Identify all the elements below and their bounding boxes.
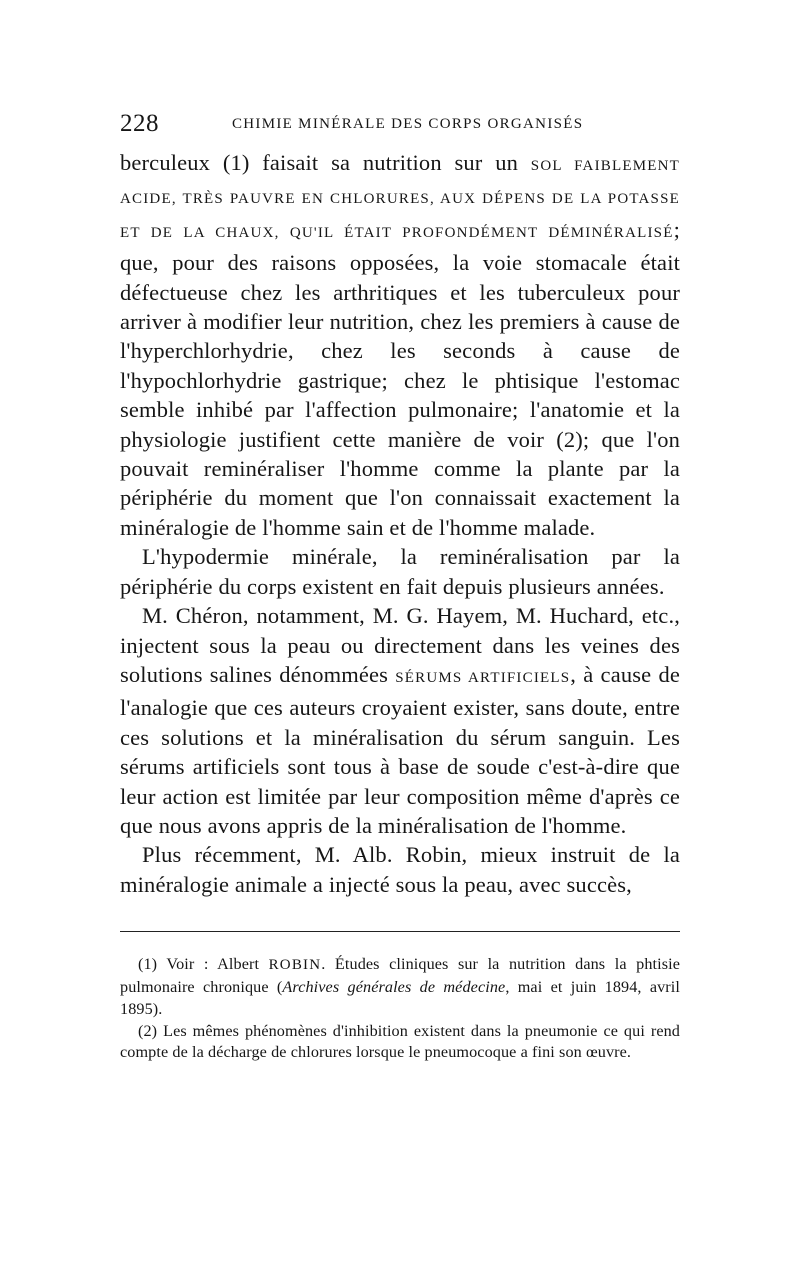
paragraph-3-text-b: , à cause de l'analogie que ces auteurs croyaient exister, sans doute, entre ces solutions et la minéralisation du sérum sanguin. Les sérums artificiels sont tous à base de soude c'est-à-dire que leur action est limitée par leur composition même d'après ce que nous avons appris de la minéralisation de l'homme.	[120, 661, 680, 838]
paragraph-3-text-a: M. Chéron, notamment, M. G. Hayem, M. Huchard, etc., injectent sous la peau ou directement dans les veines des solutions salines dénommées	[120, 603, 680, 687]
body-text	[120, 148, 680, 899]
page-number: 228	[120, 110, 159, 137]
paragraph-3-smallcaps: SÉRUMS ARTIFICIELS	[395, 669, 571, 686]
paragraph-1-text-b: ; que, pour des raisons opposées, la voie stomacale était défectueuse chez les arthritiques et les tuberculeux pour arriver à modifier leur nutrition, chez les premiers à cause de l'hyperchlorhydrie, chez les seconds à cause de l'hypochlorhydrie gastrique; chez le phtisique l'estomac semble inhibé par l'affection pulmonaire; l'anatomie et la physiologie justifient cette manière de voir (2); que l'on pouvait reminéraliser l'homme comme la plante par la périphérie du moment que l'on connaissait exactement la minéralogie de l'homme sain et de l'homme malade.	[120, 216, 680, 540]
paragraph-3	[120, 601, 680, 840]
footnotes	[120, 954, 680, 1064]
page-header	[120, 108, 680, 140]
paragraph-1	[120, 148, 680, 542]
footnote-1-author: ROBIN	[268, 957, 322, 974]
footnote-1-prefix: (1) Voir : Albert	[138, 955, 269, 974]
footnote-divider	[120, 931, 680, 932]
book-page	[120, 108, 680, 1064]
paragraph-1-smallcaps: SOL FAIBLEMENT ACIDE, TRÈS PAUVRE EN CHLORURES, AUX DÉPENS DE LA POTASSE ET DE LA CHAUX, QU'IL ÉTAIT PROFONDÉMENT DÉMINÉRALISÉ	[120, 158, 680, 241]
paragraph-4: Plus récemment, M. Alb. Robin, mieux instruit de la minéralogie animale a injecté sous la peau, avec succès,	[120, 842, 680, 897]
paragraph-2: L'hypodermie minérale, la reminéralisation par la périphérie du corps existent en fait depuis plusieurs années.	[120, 544, 680, 599]
footnote-1-suffix: , mai et juin 1894, avril 1895).	[120, 977, 680, 1018]
footnote-2: (2) Les mêmes phénomènes d'inhibition existent dans la pneumonie ce qui rend compte de la décharge de chlorures lorsque le pneumocoque a fini son œuvre.	[120, 1021, 680, 1062]
footnote-1-journal: Archives générales de médecine	[282, 977, 506, 996]
running-title: CHIMIE MINÉRALE DES CORPS ORGANISÉS	[232, 116, 584, 132]
footnote-1-middle: . Études cliniques sur la nutrition dans la phtisie pulmonaire chronique (	[120, 955, 680, 996]
paragraph-1-text-a: berculeux (1) faisait sa nutrition sur un	[120, 150, 531, 175]
footnote-1	[120, 954, 680, 1020]
